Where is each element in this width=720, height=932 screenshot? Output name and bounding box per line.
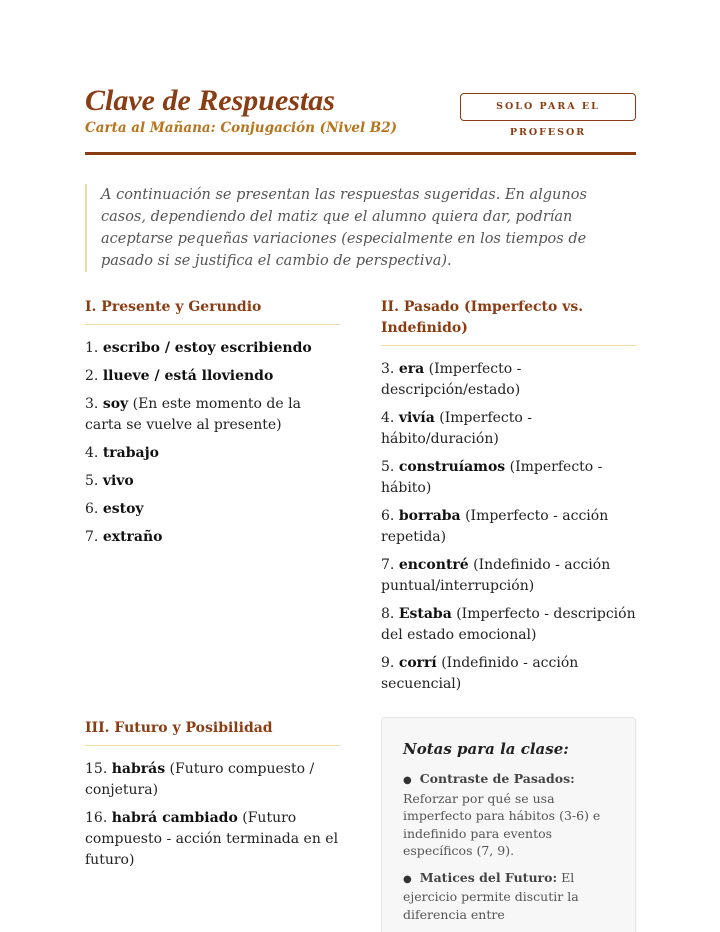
bullet-icon: ● [403,775,412,786]
answer-item [381,408,636,450]
answer-note: (Imperfecto - hábito) [381,459,603,496]
answer-number: 7. [381,557,395,573]
answer-text: construíamos [398,459,506,475]
teacher-only-badge: SOLO PARA EL PROFESOR [460,93,636,121]
answer-note: (Indefinido - acción secuencial) [381,655,579,692]
answer-number: 4. [381,410,395,426]
answer-number: 3. [85,396,99,412]
answer-item [85,759,340,801]
note-text: El ejercicio permite discutir la diferencia entre [403,869,579,922]
answer-number: 15. [85,761,108,777]
section-past [381,297,636,702]
answer-list [381,359,636,695]
answer-item [381,359,636,401]
answer-note: (Futuro compuesto / conjetura) [85,761,315,798]
notes-title: Notas para la clase: [403,740,569,758]
answer-text: llueve / está lloviendo [102,368,274,384]
answer-item [85,394,340,436]
answer-item [381,457,636,499]
class-notes-box [381,717,636,932]
header [85,84,636,136]
answer-note: (Imperfecto - acción repetida) [381,508,609,545]
note-label: Contraste de Pasados: [419,771,575,786]
answer-number: 4. [85,445,99,461]
answer-item [85,527,340,548]
note-label: Matices del Futuro: [419,869,558,885]
answer-text: encontré [398,557,469,573]
answer-note: (Imperfecto - descripción del estado emocional) [381,606,636,643]
answer-number: 1. [85,340,99,356]
answer-item [85,366,340,387]
page-title: Clave de Respuestas [85,84,335,117]
answer-note: (Futuro compuesto - acción terminada en el futuro) [85,810,339,868]
answer-item [381,653,636,695]
answer-number: 3. [381,361,395,377]
answer-list [85,759,340,871]
answer-item [381,604,636,646]
note-text: Reforzar por qué se usa imperfecto para hábitos (3-6) e indefinido para eventos específicos (7, 9). [403,790,601,858]
answer-text: escribo / estoy escribiendo [102,340,312,356]
page-subtitle: Carta al Mañana: Conjugación (Nivel B2) [85,120,397,136]
answer-text: Estaba [398,606,452,622]
answer-number: 6. [85,501,99,517]
section-present [85,297,340,555]
answer-item [85,443,340,464]
answer-item [85,338,340,359]
header-divider [85,152,636,155]
answer-text: vivo [102,473,134,489]
answer-text: vivía [398,410,435,426]
answer-text: corrí [398,655,437,671]
answer-note: (Imperfecto - hábito/duración) [381,410,532,447]
answer-number: 5. [85,473,99,489]
answer-note: (Imperfecto - descripción/estado) [381,361,522,398]
answer-number: 2. [85,368,99,384]
answer-number: 16. [85,810,108,826]
answer-item [85,471,340,492]
answer-text: soy [102,396,129,412]
answer-number: 9. [381,655,395,671]
answer-text: borraba [398,508,461,524]
answer-text: era [398,361,425,377]
notes-list [403,770,615,923]
answer-number: 5. [381,459,395,475]
intro-note: A continuación se presentan las respuestas sugeridas. En algunos casos, dependiendo del matiz que el alumno quiera dar, podrían aceptarse pequeñas variaciones (especialmente en los tiempos de pasado si se justifica el cambio de perspectiva). [85,184,636,272]
section-title: III. Futuro y Posibilidad [85,718,340,746]
section-title: I. Presente y Gerundio [85,297,340,325]
answer-number: 7. [85,529,99,545]
section-future [85,718,340,878]
answer-text: estoy [102,501,144,517]
answer-item [381,506,636,548]
answer-number: 6. [381,508,395,524]
answer-note: (En este momento de la carta se vuelve al presente) [85,396,301,433]
note-item [403,770,615,860]
answer-text: habrá cambiado [111,810,238,826]
section-title: II. Pasado (Imperfecto vs. Indefinido) [381,297,636,346]
answer-text: habrás [111,761,166,777]
answer-number: 8. [381,606,395,622]
answer-text: extraño [102,529,163,545]
answer-list [85,338,340,548]
answer-item [85,808,340,871]
answer-item [85,499,340,520]
bullet-icon: ● [403,873,412,885]
answer-item [381,555,636,597]
answer-text: trabajo [102,445,159,461]
note-item [403,869,615,924]
answer-note: (Indefinido - acción puntual/interrupción) [381,557,611,594]
